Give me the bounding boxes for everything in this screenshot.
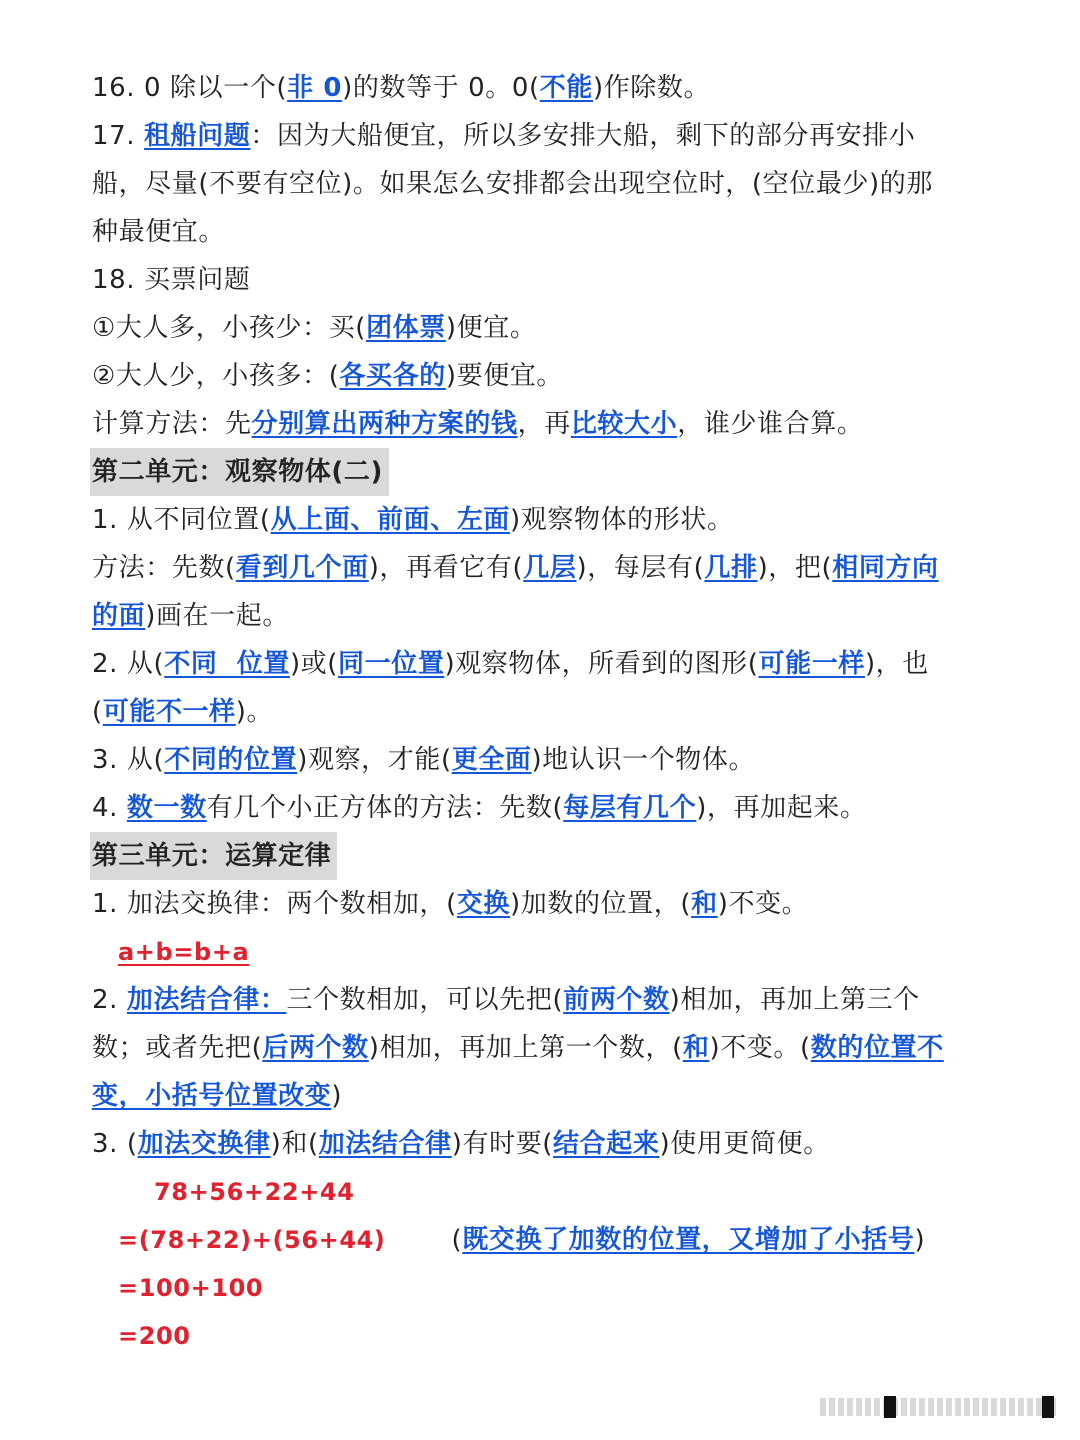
- unit-3-heading-row: [92, 832, 1002, 880]
- answer-fill: 同一位置: [338, 649, 445, 679]
- unit-2-method-cont: 的面)画在一起。: [92, 601, 289, 631]
- unit-2-point-2: 2. 从(不同 位置)或(同一位置)观察物体，所看到的图形(可能一样)，也: [92, 649, 929, 679]
- watermark-mark: [884, 1396, 896, 1418]
- unit-2-point-2-cont: (可能不一样)。: [92, 697, 274, 727]
- answer-fill: 加法交换律: [137, 1129, 271, 1159]
- unit-2-heading: 第二单元：观察物体(二): [90, 448, 389, 496]
- item-18: 18. 买票问题: [92, 265, 251, 295]
- answer-fill: 团体票: [366, 313, 446, 343]
- formula-text: a+b=b+a: [118, 938, 250, 966]
- answer-fill: 更全面: [451, 745, 532, 775]
- answer-fill: 可能不一样: [102, 697, 236, 727]
- unit-3-heading: 第三单元：运算定律: [90, 832, 337, 880]
- watermark-bar: [820, 1398, 1056, 1416]
- answer-fill: 加法结合律: [318, 1129, 452, 1159]
- answer-fill: 加法结合律：: [126, 985, 287, 1015]
- answer-fill: 数的位置不: [810, 1033, 944, 1063]
- answer-fill: 变，小括号位置改变: [92, 1081, 332, 1111]
- formula-text: =(78+22)+(56+44): [118, 1226, 386, 1254]
- answer-fill: 交换: [456, 889, 511, 919]
- formula-text: =100+100: [118, 1274, 264, 1302]
- unit-3-point-3: 3. (加法交换律)和(加法结合律)有时要(结合起来)使用更简便。: [92, 1129, 830, 1159]
- unit-2-point-3: 3. 从(不同的位置)观察，才能(更全面)地认识一个物体。: [92, 745, 756, 775]
- formula-text: 78+56+22+44: [154, 1178, 355, 1206]
- formula-commutative: [92, 928, 1002, 976]
- answer-fill: 前两个数: [563, 985, 670, 1015]
- item-18-case-2: ②大人少，小孩多：(各买各的)要便宜。: [92, 361, 564, 391]
- formula-text: =200: [118, 1322, 191, 1350]
- answer-fill: 不能: [539, 73, 593, 103]
- answer-fill: 既交换了加数的位置，又增加了小括号: [462, 1225, 915, 1255]
- unit-2-point-4: 4. 数一数有几个小正方体的方法：先数(每层有几个)，再加起来。: [92, 793, 867, 823]
- example-line-2: =(78+22)+(56+44) (既交换了加数的位置，又增加了小括号): [118, 1225, 926, 1255]
- answer-fill: 数一数: [126, 793, 207, 823]
- answer-fill: 几层: [523, 553, 577, 583]
- answer-fill: 租船问题: [144, 121, 251, 151]
- example-line-3: [92, 1264, 1002, 1312]
- answer-fill: 后两个数: [262, 1033, 369, 1063]
- unit-3-point-2-cont: 数；或者先把(后两个数)相加，再加上第一个数，(和)不变。(数的位置不: [92, 1033, 944, 1063]
- item-16: 16. 0 除以一个(非 0)的数等于 0。0(不能)作除数。: [92, 73, 711, 103]
- answer-fill: 比较大小: [570, 409, 678, 439]
- answer-fill: 和: [682, 1033, 710, 1063]
- item-17-cont: 种最便宜。: [92, 217, 226, 247]
- unit-3-point-1: 1. 加法交换律：两个数相加，(交换)加数的位置，(和)不变。: [92, 889, 809, 919]
- unit-3-point-2: 2. 加法结合律：三个数相加，可以先把(前两个数)相加，再加上第三个: [92, 985, 920, 1015]
- answer-fill: 和: [691, 889, 718, 919]
- answer-fill: 各买各的: [339, 361, 446, 391]
- unit-2-point-1: 1. 从不同位置(从上面、前面、左面)观察物体的形状。: [92, 505, 734, 535]
- unit-3-point-2-cont: 变，小括号位置改变): [92, 1081, 343, 1111]
- answer-fill: 非 0: [287, 73, 343, 103]
- answer-fill: 从上面、前面、左面: [270, 505, 511, 535]
- watermark-mark: [1042, 1396, 1054, 1418]
- example-line-4: [92, 1312, 1002, 1360]
- answer-fill: 不同 位置: [164, 649, 290, 679]
- item-18-case-1: ①大人多，小孩少：买(团体票)便宜。: [92, 313, 537, 343]
- document-body: [92, 64, 1002, 1360]
- example-line-1: [92, 1168, 1002, 1216]
- answer-fill: 不同的位置: [164, 745, 298, 775]
- answer-fill: 可能一样: [758, 649, 865, 679]
- item-17: 17. 租船问题：因为大船便宜，所以多安排大船，剩下的部分再安排小: [92, 121, 916, 151]
- answer-fill: 看到几个面: [235, 553, 369, 583]
- answer-fill: 结合起来: [553, 1129, 660, 1159]
- answer-fill: 的面: [92, 601, 146, 631]
- item-17-cont: 船，尽量(不要有空位)。如果怎么安排都会出现空位时，(空位最少)的那: [92, 169, 933, 199]
- item-18-method: 计算方法：先分别算出两种方案的钱，再比较大小，谁少谁合算。: [92, 409, 864, 439]
- answer-fill: 几排: [704, 553, 758, 583]
- unit-2-heading-row: [92, 448, 1002, 496]
- unit-2-method: 方法：先数(看到几个面)，再看它有(几层)，每层有(几排)，把(相同方向: [92, 553, 939, 583]
- answer-fill: 相同方向: [832, 553, 939, 583]
- answer-fill: 每层有几个: [563, 793, 697, 823]
- answer-fill: 分别算出两种方案的钱: [251, 409, 518, 439]
